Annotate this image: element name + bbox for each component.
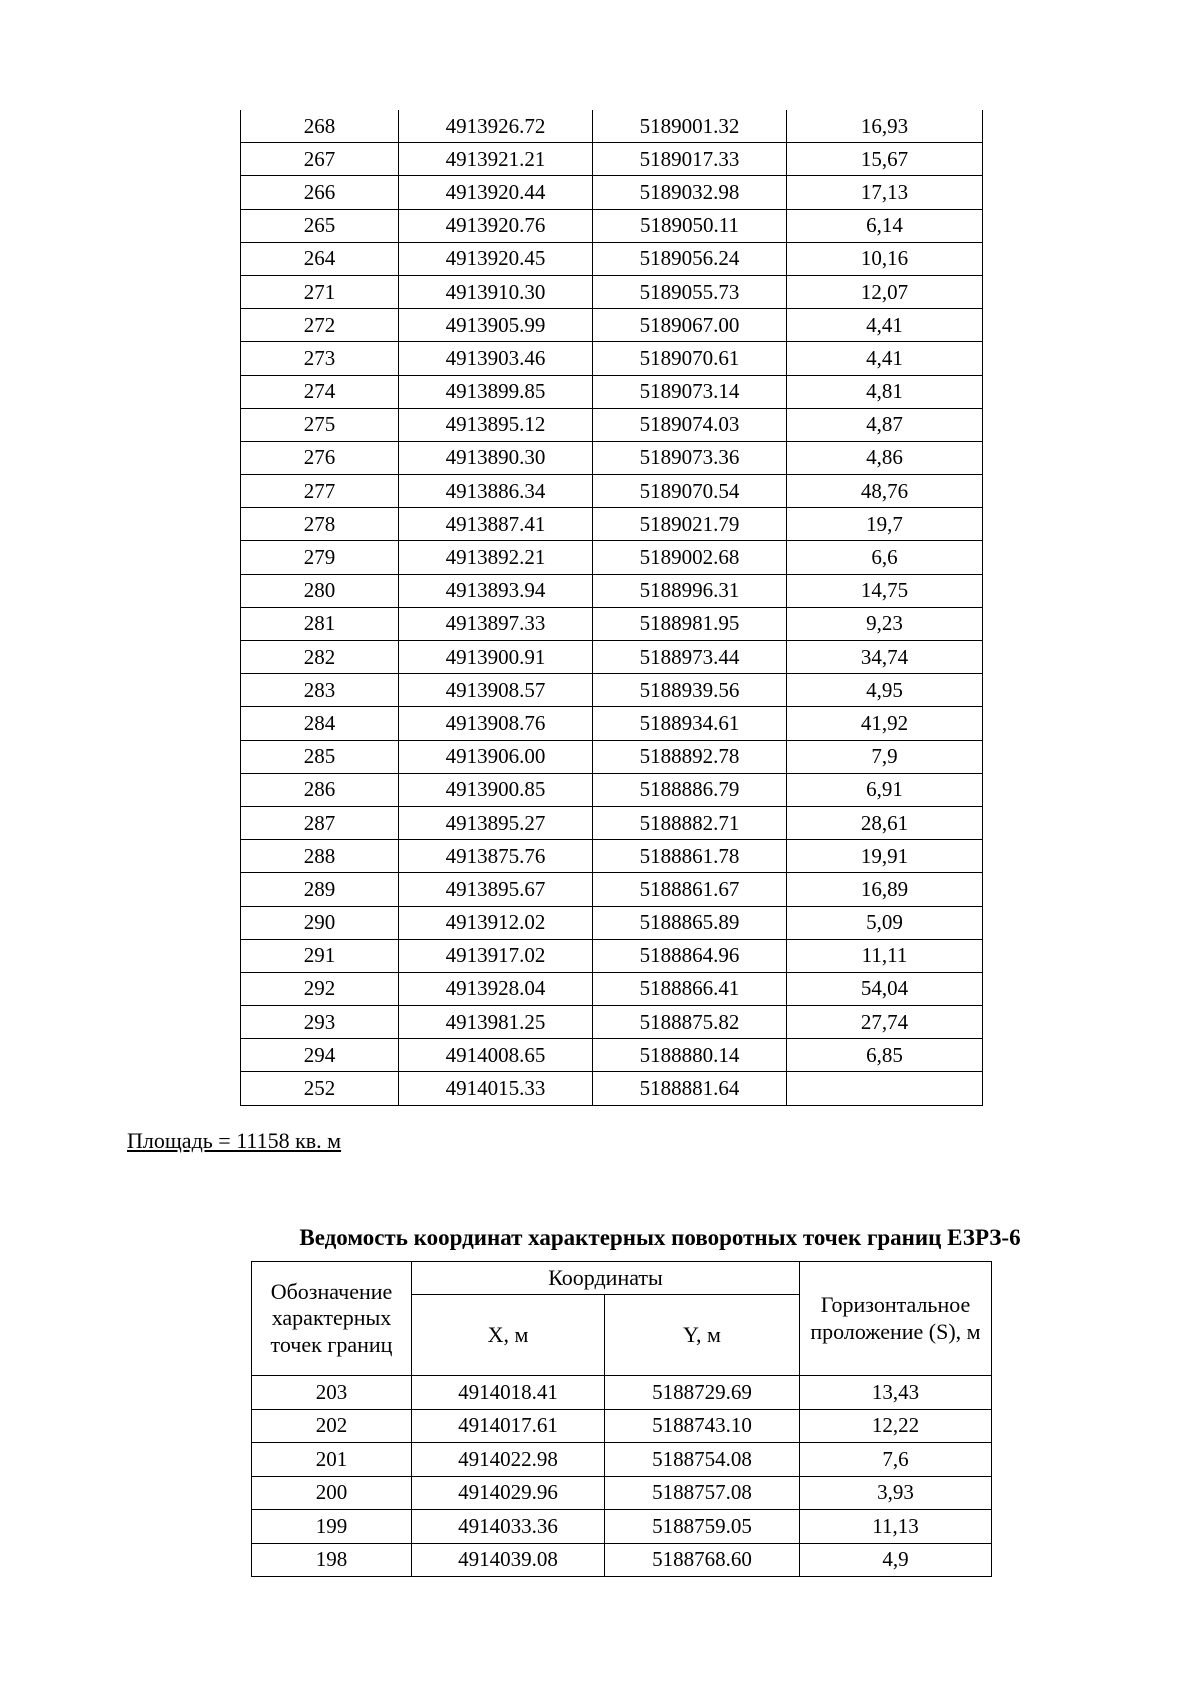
- area-summary: Площадь = 11158 кв. м: [127, 1128, 342, 1153]
- table-row: [241, 110, 983, 143]
- cell-point: 292: [241, 972, 399, 1005]
- cell-distance: 14,75: [787, 574, 983, 607]
- table-row: [241, 375, 983, 408]
- cell-distance: 11,13: [800, 1510, 992, 1544]
- cell-point: 202: [252, 1409, 412, 1443]
- cell-distance: 16,89: [787, 873, 983, 906]
- table-row: [241, 806, 983, 839]
- cell-point: 279: [241, 541, 399, 574]
- cell-y: 5188768.60: [605, 1543, 800, 1577]
- cell-distance: 6,85: [787, 1039, 983, 1072]
- table-row: [241, 574, 983, 607]
- cell-point: 275: [241, 408, 399, 441]
- cell-x: 4913920.45: [399, 242, 593, 275]
- table-row: [241, 143, 983, 176]
- cell-distance: 41,92: [787, 707, 983, 740]
- cell-y: 5188939.56: [593, 674, 787, 707]
- cell-point: 288: [241, 840, 399, 873]
- cell-point: 293: [241, 1006, 399, 1039]
- table-row: [252, 1510, 992, 1544]
- cell-point: 291: [241, 939, 399, 972]
- cell-point: 267: [241, 143, 399, 176]
- cell-x: 4913920.44: [399, 176, 593, 209]
- cell-point: 272: [241, 309, 399, 342]
- cell-distance: 19,91: [787, 840, 983, 873]
- cell-distance: 16,93: [787, 110, 983, 143]
- cell-point: 294: [241, 1039, 399, 1072]
- cell-distance: 7,6: [800, 1443, 992, 1477]
- cell-y: 5188759.05: [605, 1510, 800, 1544]
- cell-x: 4913897.33: [399, 607, 593, 640]
- ezrz6-table-body: [252, 1376, 992, 1577]
- cell-x: 4913887.41: [399, 508, 593, 541]
- table-row: [252, 1543, 992, 1577]
- table-row: [241, 242, 983, 275]
- cell-x: 4913895.12: [399, 408, 593, 441]
- cell-y: 5189070.54: [593, 475, 787, 508]
- cell-y: 5188864.96: [593, 939, 787, 972]
- cell-y: 5189055.73: [593, 275, 787, 308]
- cell-distance: [787, 1072, 983, 1105]
- cell-point: 276: [241, 441, 399, 474]
- cell-point: 199: [252, 1510, 412, 1544]
- cell-x: 4913875.76: [399, 840, 593, 873]
- cell-distance: 4,81: [787, 375, 983, 408]
- table-row: [241, 1006, 983, 1039]
- cell-distance: 4,41: [787, 309, 983, 342]
- cell-point: 266: [241, 176, 399, 209]
- table-row: [252, 1409, 992, 1443]
- cell-x: 4914022.98: [412, 1443, 605, 1477]
- cell-x: 4913912.02: [399, 906, 593, 939]
- cell-y: 5189017.33: [593, 143, 787, 176]
- table-row: [241, 541, 983, 574]
- cell-x: 4914008.65: [399, 1039, 593, 1072]
- cell-y: 5188757.08: [605, 1476, 800, 1510]
- cell-x: 4913908.76: [399, 707, 593, 740]
- cell-x: 4913899.85: [399, 375, 593, 408]
- table-row: [241, 309, 983, 342]
- cell-point: 273: [241, 342, 399, 375]
- cell-point: 201: [252, 1443, 412, 1477]
- table-row: [241, 707, 983, 740]
- cell-distance: 6,91: [787, 773, 983, 806]
- cell-distance: 5,09: [787, 906, 983, 939]
- cell-x: 4914029.96: [412, 1476, 605, 1510]
- cell-y: 5188934.61: [593, 707, 787, 740]
- cell-distance: 17,13: [787, 176, 983, 209]
- table-row: [241, 1039, 983, 1072]
- cell-distance: 4,9: [800, 1543, 992, 1577]
- cell-distance: 27,74: [787, 1006, 983, 1039]
- cell-y: 5189032.98: [593, 176, 787, 209]
- cell-point: 282: [241, 641, 399, 674]
- cell-point: 289: [241, 873, 399, 906]
- table-row: [241, 607, 983, 640]
- cell-point: 265: [241, 209, 399, 242]
- cell-point: 200: [252, 1476, 412, 1510]
- cell-y: 5188743.10: [605, 1409, 800, 1443]
- cell-distance: 3,93: [800, 1476, 992, 1510]
- cell-distance: 4,95: [787, 674, 983, 707]
- cell-point: 283: [241, 674, 399, 707]
- cell-distance: 48,76: [787, 475, 983, 508]
- cell-distance: 54,04: [787, 972, 983, 1005]
- cell-x: 4913893.94: [399, 574, 593, 607]
- table-row: [252, 1443, 992, 1477]
- cell-distance: 15,67: [787, 143, 983, 176]
- cell-y: 5189050.11: [593, 209, 787, 242]
- section-title: Ведомость координат характерных поворотных точек границ ЕЗРЗ-6: [299, 1225, 1021, 1250]
- cell-point: 285: [241, 740, 399, 773]
- table-row: [241, 441, 983, 474]
- cell-x: 4913905.99: [399, 309, 593, 342]
- cell-x: 4913895.67: [399, 873, 593, 906]
- table-row: [241, 840, 983, 873]
- cell-point: 268: [241, 110, 399, 143]
- cell-x: 4914039.08: [412, 1543, 605, 1577]
- table-row: [252, 1476, 992, 1510]
- table-row: [241, 939, 983, 972]
- cell-y: 5188880.14: [593, 1039, 787, 1072]
- cell-point: 252: [241, 1072, 399, 1105]
- cell-point: 284: [241, 707, 399, 740]
- cell-distance: 34,74: [787, 641, 983, 674]
- cell-y: 5189073.14: [593, 375, 787, 408]
- cell-distance: 9,23: [787, 607, 983, 640]
- cell-y: 5188892.78: [593, 740, 787, 773]
- header-y: Y, м: [605, 1295, 800, 1376]
- cell-distance: 28,61: [787, 806, 983, 839]
- cell-y: 5188996.31: [593, 574, 787, 607]
- cell-y: 5188973.44: [593, 641, 787, 674]
- cell-x: 4913926.72: [399, 110, 593, 143]
- cell-distance: 7,9: [787, 740, 983, 773]
- cell-y: 5188875.82: [593, 1006, 787, 1039]
- cell-x: 4913892.21: [399, 541, 593, 574]
- cell-y: 5188865.89: [593, 906, 787, 939]
- cell-distance: 6,6: [787, 541, 983, 574]
- cell-point: 278: [241, 508, 399, 541]
- cell-point: 281: [241, 607, 399, 640]
- cell-x: 4913895.27: [399, 806, 593, 839]
- table-row: [241, 1072, 983, 1105]
- ezrz6-coordinates-table: [251, 1261, 992, 1577]
- cell-y: 5188881.64: [593, 1072, 787, 1105]
- cell-y: 5189073.36: [593, 441, 787, 474]
- cell-y: 5189056.24: [593, 242, 787, 275]
- cell-point: 271: [241, 275, 399, 308]
- cell-point: 198: [252, 1543, 412, 1577]
- cell-distance: 4,41: [787, 342, 983, 375]
- cell-y: 5189074.03: [593, 408, 787, 441]
- cell-y: 5188861.67: [593, 873, 787, 906]
- cell-y: 5189001.32: [593, 110, 787, 143]
- header-distance: Горизонтальное проложение (S), м: [800, 1262, 992, 1376]
- cell-x: 4913890.30: [399, 441, 593, 474]
- cell-point: 286: [241, 773, 399, 806]
- table-row: [241, 408, 983, 441]
- cell-x: 4913928.04: [399, 972, 593, 1005]
- coordinates-table-continued: [240, 110, 983, 1106]
- table-row: [241, 176, 983, 209]
- cell-point: 203: [252, 1376, 412, 1410]
- cell-y: 5189002.68: [593, 541, 787, 574]
- table-row: [241, 209, 983, 242]
- cell-x: 4913903.46: [399, 342, 593, 375]
- cell-x: 4913900.85: [399, 773, 593, 806]
- cell-x: 4913910.30: [399, 275, 593, 308]
- cell-x: 4914017.61: [412, 1409, 605, 1443]
- cell-x: 4914015.33: [399, 1072, 593, 1105]
- table-row: [252, 1376, 992, 1410]
- table-row: [241, 873, 983, 906]
- cell-distance: 13,43: [800, 1376, 992, 1410]
- coordinates-table-body: [241, 110, 983, 1105]
- cell-x: 4913886.34: [399, 475, 593, 508]
- cell-distance: 12,07: [787, 275, 983, 308]
- cell-x: 4913908.57: [399, 674, 593, 707]
- cell-y: 5188754.08: [605, 1443, 800, 1477]
- cell-y: 5188729.69: [605, 1376, 800, 1410]
- table-row: [241, 275, 983, 308]
- table-header-row: [252, 1262, 992, 1295]
- header-x: X, м: [412, 1295, 605, 1376]
- cell-x: 4913921.21: [399, 143, 593, 176]
- cell-x: 4913920.76: [399, 209, 593, 242]
- table-row: [241, 972, 983, 1005]
- table-row: [241, 475, 983, 508]
- cell-x: 4913917.02: [399, 939, 593, 972]
- table-row: [241, 508, 983, 541]
- cell-y: 5188866.41: [593, 972, 787, 1005]
- cell-y: 5188882.71: [593, 806, 787, 839]
- cell-point: 277: [241, 475, 399, 508]
- cell-point: 287: [241, 806, 399, 839]
- cell-y: 5188886.79: [593, 773, 787, 806]
- cell-x: 4914018.41: [412, 1376, 605, 1410]
- table-row: [241, 674, 983, 707]
- cell-y: 5189067.00: [593, 309, 787, 342]
- cell-distance: 6,14: [787, 209, 983, 242]
- cell-x: 4913900.91: [399, 641, 593, 674]
- cell-x: 4913981.25: [399, 1006, 593, 1039]
- cell-distance: 11,11: [787, 939, 983, 972]
- header-point: Обозначение характерных точек границ: [252, 1262, 412, 1376]
- cell-distance: 4,86: [787, 441, 983, 474]
- cell-point: 274: [241, 375, 399, 408]
- cell-point: 280: [241, 574, 399, 607]
- cell-y: 5188861.78: [593, 840, 787, 873]
- cell-x: 4914033.36: [412, 1510, 605, 1544]
- cell-y: 5189070.61: [593, 342, 787, 375]
- cell-distance: 4,87: [787, 408, 983, 441]
- table-row: [241, 773, 983, 806]
- header-coordinates: Координаты: [412, 1262, 800, 1295]
- cell-point: 264: [241, 242, 399, 275]
- cell-distance: 10,16: [787, 242, 983, 275]
- table-row: [241, 740, 983, 773]
- cell-y: 5188981.95: [593, 607, 787, 640]
- cell-point: 290: [241, 906, 399, 939]
- table-row: [241, 906, 983, 939]
- table-row: [241, 641, 983, 674]
- cell-x: 4913906.00: [399, 740, 593, 773]
- cell-y: 5189021.79: [593, 508, 787, 541]
- cell-distance: 19,7: [787, 508, 983, 541]
- table-row: [241, 342, 983, 375]
- cell-distance: 12,22: [800, 1409, 992, 1443]
